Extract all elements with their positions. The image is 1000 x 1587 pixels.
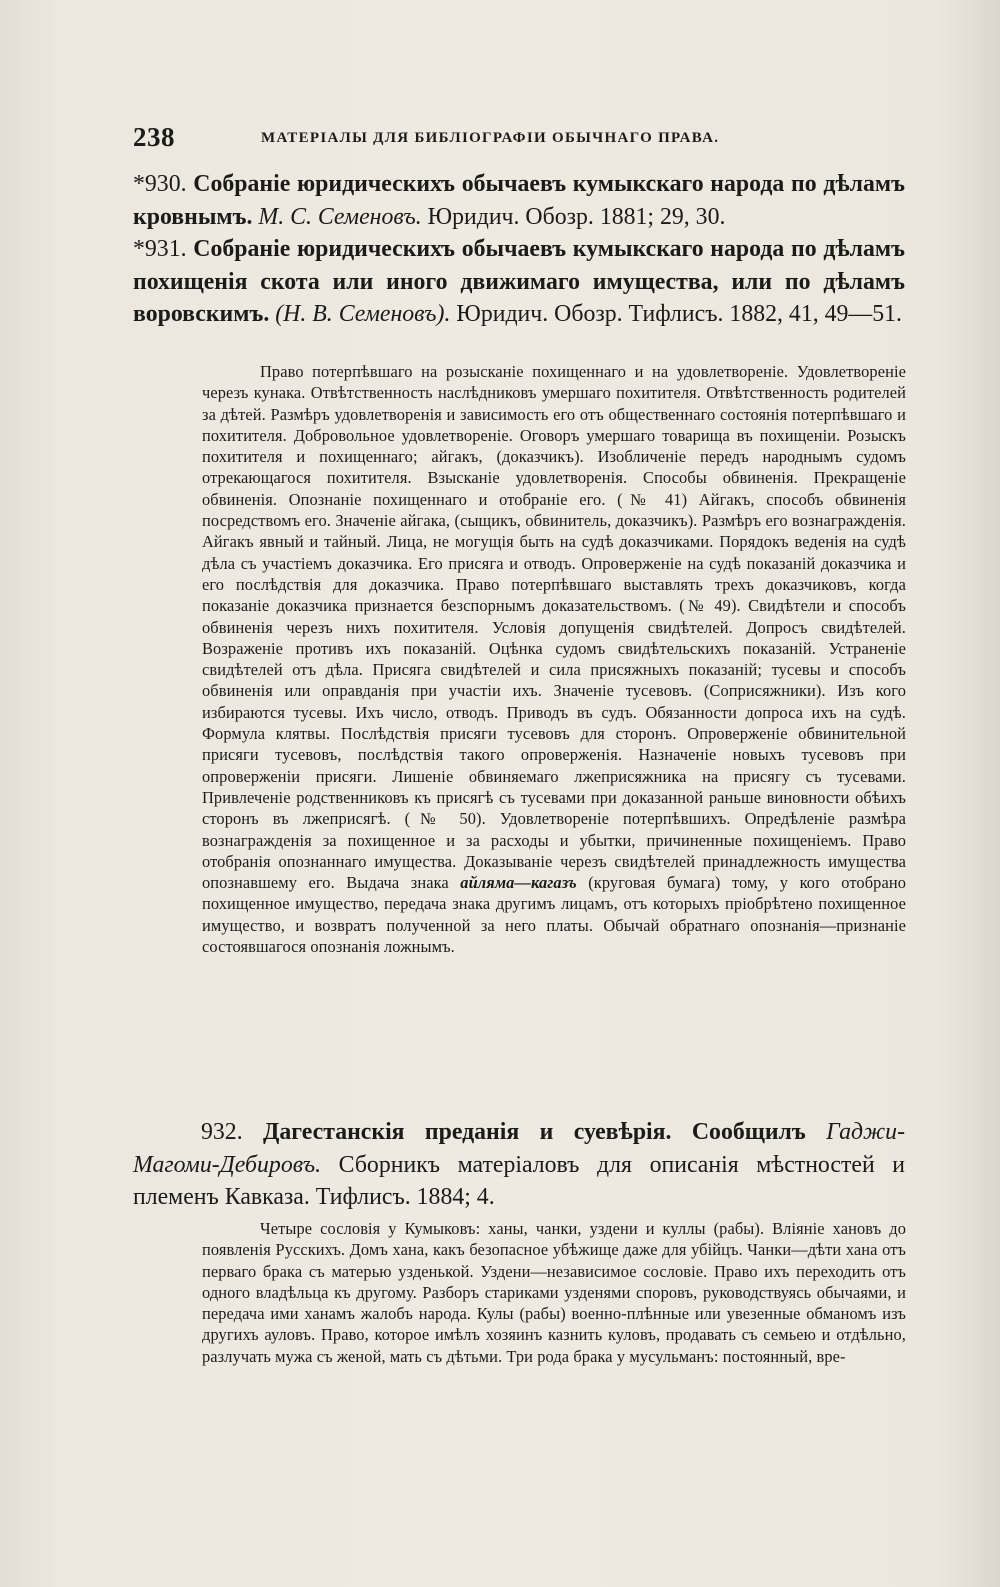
- running-title: МАТЕРІАЛЫ ДЛЯ БИБЛІОГРАФІИ ОБЫЧНАГО ПРАВА.: [261, 130, 720, 146]
- entry-annotation: Четыре сословія у Кумыковъ: ханы, чанки, уздени и куллы (рабы). Вліяніе хановъ до появленія Русскихъ. Домъ хана, какъ безопасное убѣжище даже для убійцъ. Чанки—дѣти хана отъ перваго брака съ матерью узденькой. Уздени—независимое сословіе. Право ихъ переходить отъ одного владѣльца къ другому. Разборъ стариками узденями споровъ, руководствуясь обычаями, и передача ими ханамъ жалобъ народа. Кулы (рабы) военно-плѣнные или увезенные обманомъ изъ другихъ ауловъ. Право, которое имѣлъ хозяинъ казнить куловъ, продавать съ семьею и отдѣльно, разлучать мужа съ женой, мать съ дѣтьми. Три рода брака у мусульманъ: постоянный, вре-: [202, 1219, 906, 1366]
- bibliography-entry-931: [133, 233, 905, 331]
- entry-title: Собраніе юридическихъ обычаевъ кумыкскаго народа по дѣламъ похищенія скота или иного движимаго имущества, или по дѣламъ воровскимъ.: [133, 236, 905, 327]
- page-number: 238: [133, 122, 175, 152]
- annotation-term: айляма—кагазъ: [460, 873, 577, 893]
- entry-author: М. С. Семеновъ.: [258, 203, 422, 230]
- entry-source: Сборникъ матеріаловъ для описанія мѣстностей и племенъ Кавказа. Тифлисъ. 1884; 4.: [133, 1151, 906, 1210]
- bibliography-entry-932: [133, 1116, 905, 1214]
- entry-number: 932.: [201, 1119, 243, 1145]
- entry-title: Собраніе юридическихъ обычаевъ кумыкскаго народа по дѣламъ кровнымъ.: [133, 171, 905, 230]
- running-head: [133, 122, 905, 152]
- entry-source: Юридич. Обозр. Тифлисъ. 1882, 41, 49—51.: [456, 301, 902, 327]
- entry-annotation: [202, 361, 906, 957]
- entry-author: (Н. В. Семеновъ).: [275, 301, 451, 327]
- entry-number: *930.: [133, 171, 187, 197]
- annotation-text-continued: (круговая бумага) тому, у кого отобрано похищенное имущество, передача знака другимъ лицамъ, отъ которыхъ пріобрѣтено похищенное имущество, и возвратъ полученной за него платы. Обычай обратнаго опознанія—признаніе состоявшагося опознанія ложнымъ.: [202, 873, 906, 957]
- entry-number: *931.: [133, 236, 187, 262]
- entry-title: Дагестанскія преданія и суевѣрія. Сообщилъ: [263, 1119, 806, 1145]
- entry-source: Юридич. Обозр. 1881; 29, 30.: [427, 203, 726, 230]
- bibliography-entry-930: [133, 168, 905, 233]
- annotation-text: Право потерпѣвшаго на розысканіе похищеннаго и на удовлетвореніе. Удовлетвореніе черезъ кунака. Отвѣтственность наслѣдниковъ умершаго похитителя. Отвѣтственность родителей за дѣтей. Размѣръ удовлетворенія и зависимость его отъ общественнаго состоянія потерпѣвшаго и похитителя. Добровольное удовлетвореніе. Оговоръ умершаго товарища въ похищеніи. Розыскъ похитителя и похищеннаго; айгакъ, (доказчикъ). Изобличеніе передъ народнымъ судомъ отрекающагося похитителя. Взысканіе удовлетворенія. Способы обвиненія. Прекращеніе обвиненія. Опознаніе похищеннаго и отобраніе его. (№ 41) Айгакъ, способъ обвиненія посредствомъ его. Значеніе айгака, (сыщикъ, обвинитель, доказчикъ). Размѣръ его вознагражденія. Айгакъ явный и тайный. Лица, не могущія быть на судѣ доказчиками. Порядокъ веденія на судѣ дѣла съ участіемъ доказчика. Его присяга и отводъ. Опроверженіе на судѣ показаній доказчика и его послѣдствія для доказчика. Право потерпѣвшаго выставлять трехъ доказчиковъ, когда показаніе доказчика признается безспорнымъ доказательствомъ. (№ 49). Свидѣтели и способъ обвиненія черезъ нихъ похитителя. Условія допущенія свидѣтелей. Допросъ свидѣтелей. Возраженіе противъ ихъ показаній. Оцѣнка судомъ свидѣтельскихъ показаній. Устраненіе свидѣтелей отъ дѣла. Присяга свидѣтелей и сила присяжныхъ показаній; тусевы и способъ обвиненія или оправданія при участіи ихъ. Значеніе тусевовъ. (Соприсяжники). Изъ кого избираются тусевы. Ихъ число, отводъ. Приводъ въ судъ. Обязанности допроса ихъ на судѣ. Формула клятвы. Послѣдствія присяги тусевовъ для сторонъ. Опроверженіе обвинительной присяги тусевовъ, послѣдствія такого опроверженія. Назначеніе новыхъ тусевовъ при опроверженіи присяги. Лишеніе обвиняемаго лжеприсяжника на присягу съ тусевами. Привлеченіе родственниковъ къ присягѣ съ тусевами при доказанной раньше виновности обѣихъ сторонъ въ лжеприсягѣ. (№ 50). Удовлетвореніе потерпѣвшихъ. Опредѣленіе размѣра вознагражденія за похищенное и за расходы и убытки, причиненные похищеніемъ. Право отобранія опознаннаго имущества. Доказываніе черезъ свидѣтелей принадлежность имущества опознавшему его. Выдача знака: [202, 362, 906, 893]
- entry-author: Гаджи-Магоми-Дебировъ.: [133, 1119, 905, 1178]
